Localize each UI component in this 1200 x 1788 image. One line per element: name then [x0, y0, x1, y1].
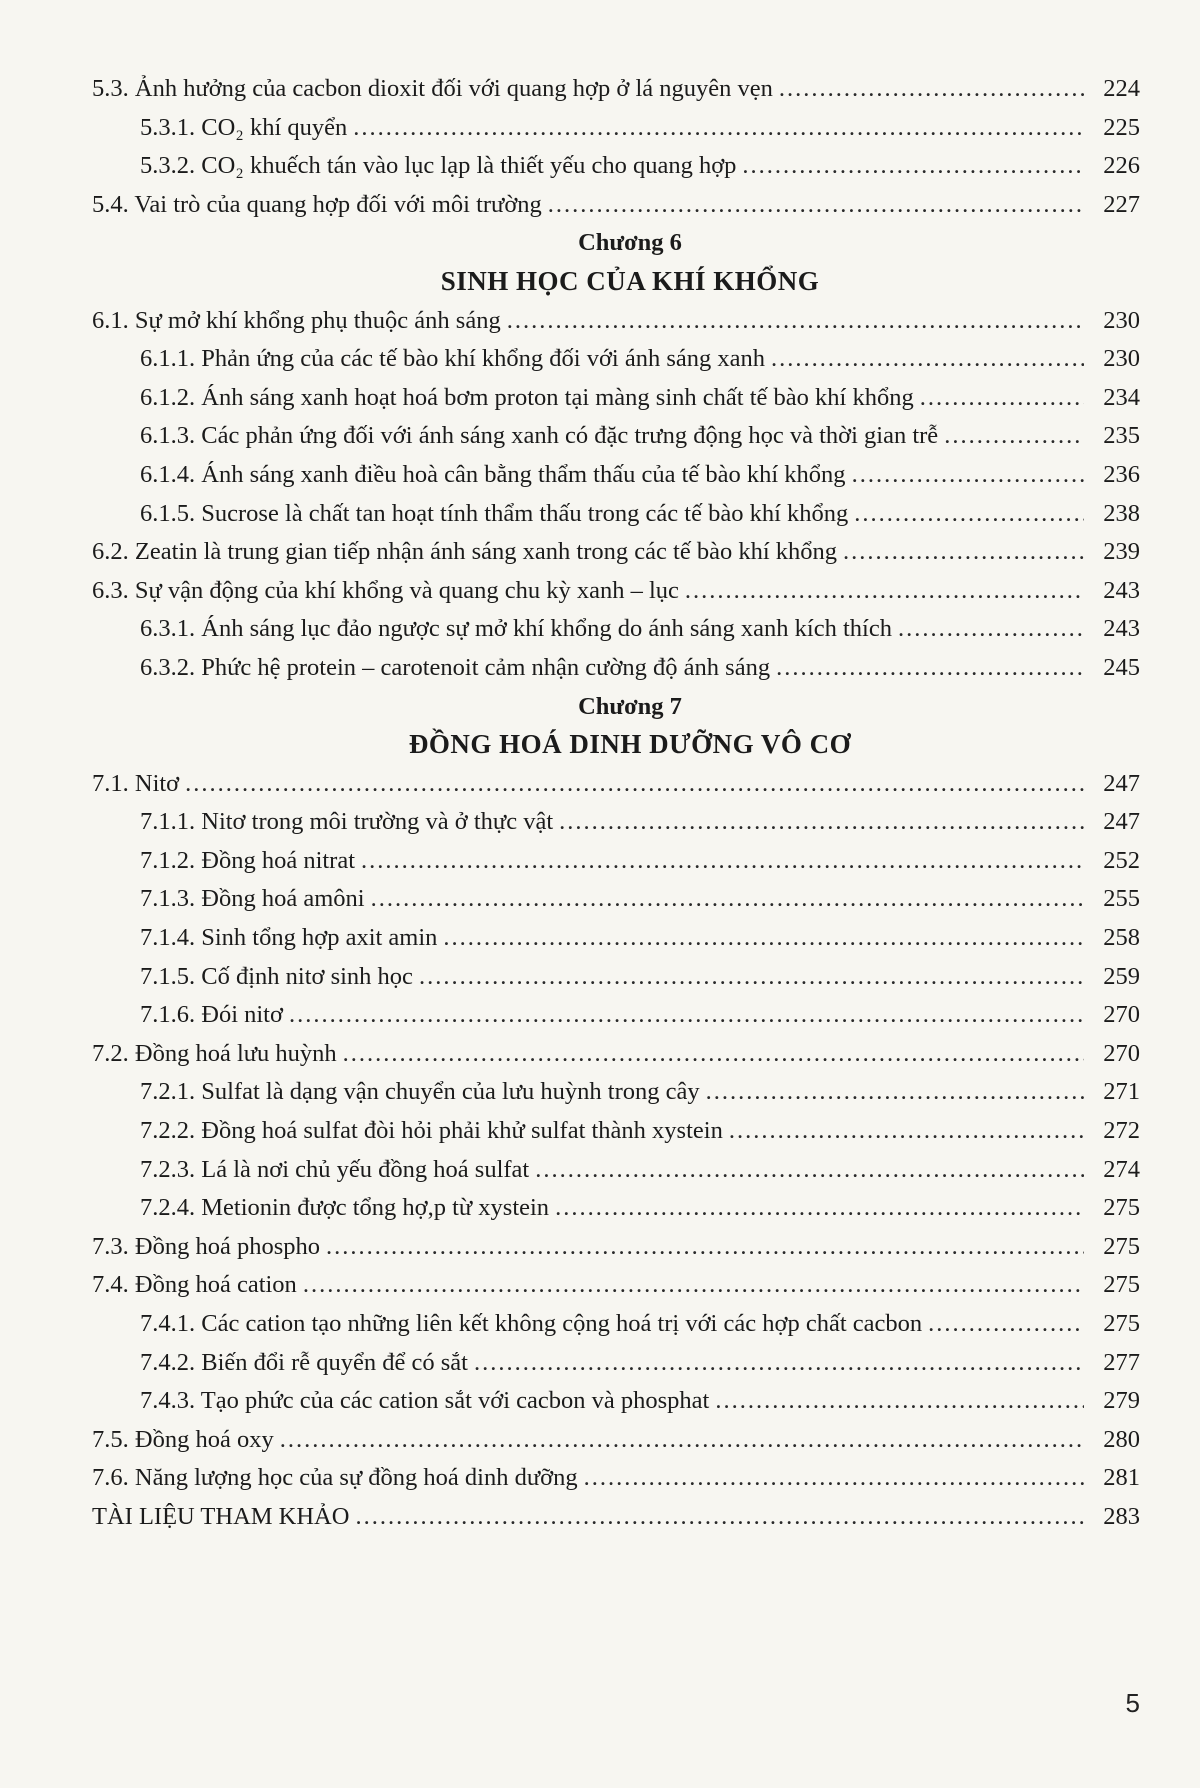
toc-entry-title: 7.1.1. Nitơ trong môi trường và ở thực vật	[140, 808, 554, 836]
toc-entry-title: 7.4.3. Tạo phức của các cation sắt với cacbon và phosphat	[140, 1387, 710, 1415]
toc-leader-dots	[852, 456, 1084, 495]
toc-leader-dots	[289, 996, 1084, 1035]
toc-entry	[0, 1266, 1200, 1305]
toc-entry-page: 280	[1103, 1425, 1140, 1453]
toc-entry-page: 236	[1103, 460, 1140, 488]
toc-entry	[0, 1151, 1200, 1190]
toc-entry-title: 7.1. Nitơ	[92, 769, 180, 797]
toc-entry	[0, 649, 1200, 688]
toc-entry	[0, 70, 1200, 109]
toc-entry	[0, 109, 1200, 148]
toc-entry-page: 245	[1103, 653, 1140, 681]
toc-leader-dots	[185, 765, 1084, 804]
toc-leader-dots	[779, 70, 1084, 109]
toc-leader-dots	[559, 803, 1084, 842]
toc-entry-page: 230	[1103, 306, 1140, 334]
toc-entry	[0, 880, 1200, 919]
toc-leader-dots	[507, 302, 1084, 341]
toc-entry	[0, 958, 1200, 997]
toc-entry	[0, 1421, 1200, 1460]
toc-entry	[0, 456, 1200, 495]
toc-entry-page: 230	[1103, 345, 1140, 373]
toc-entry-title: 7.1.4. Sinh tổng hợp axit amin	[140, 924, 438, 952]
toc-entry-title: 7.1.3. Đồng hoá amôni	[140, 885, 365, 913]
toc-entry	[0, 803, 1200, 842]
toc-entry-title: 7.2.2. Đồng hoá sulfat đòi hỏi phải khử sulfat thành xystein	[140, 1117, 723, 1145]
toc-entry-page: 272	[1103, 1117, 1140, 1145]
toc-leader-dots	[280, 1421, 1084, 1460]
toc-leader-dots	[535, 1151, 1084, 1190]
toc-entry-page: 235	[1103, 422, 1140, 450]
toc-leader-dots	[742, 147, 1084, 186]
chapter-heading: Chương 6	[578, 229, 682, 257]
toc-leader-dots	[303, 1266, 1084, 1305]
toc-leader-dots	[443, 919, 1084, 958]
table-of-contents	[0, 70, 1200, 1537]
toc-entry	[0, 1344, 1200, 1383]
toc-leader-dots	[474, 1344, 1084, 1383]
toc-entry	[0, 1228, 1200, 1267]
toc-entry	[0, 842, 1200, 881]
toc-entry-page: 252	[1103, 846, 1140, 874]
toc-entry-title: 7.6. Năng lượng học của sự đồng hoá dinh dưỡng	[92, 1464, 578, 1492]
toc-entry-title: 6.2. Zeatin là trung gian tiếp nhận ánh sáng xanh trong các tế bào khí khổng	[92, 538, 838, 566]
toc-entry-page: 270	[1103, 1039, 1140, 1067]
toc-entry-title: TÀI LIỆU THAM KHẢO	[92, 1502, 350, 1530]
toc-entry	[0, 1189, 1200, 1228]
toc-entry-page: 234	[1103, 383, 1140, 411]
toc-entry	[0, 302, 1200, 341]
toc-entry	[0, 572, 1200, 611]
toc-leader-dots	[343, 1035, 1084, 1074]
toc-entry-title: 5.3.2. CO₂ khuếch tán vào lục lạp là thiết yếu cho quang hợp	[140, 152, 737, 180]
toc-entry-title: 6.1.1. Phản ứng của các tế bào khí khổng đối với ánh sáng xanh	[140, 345, 765, 373]
toc-entry-page: 243	[1103, 576, 1140, 604]
toc-entry-page: 239	[1103, 538, 1140, 566]
toc-entry-title: 7.2.1. Sulfat là dạng vận chuyển của lưu huỳnh trong cây	[140, 1078, 700, 1106]
toc-entry-title: 7.4. Đồng hoá cation	[92, 1271, 297, 1299]
toc-entry-title: 6.1.3. Các phản ứng đối với ánh sáng xanh có đặc trưng động học và thời gian trễ	[140, 422, 939, 450]
toc-leader-dots	[843, 533, 1084, 572]
toc-entry	[0, 996, 1200, 1035]
toc-entry-page: 238	[1103, 499, 1140, 527]
toc-entry-page: 279	[1103, 1387, 1140, 1415]
toc-entry	[0, 379, 1200, 418]
toc-leader-dots	[419, 958, 1084, 997]
toc-leader-dots	[928, 1305, 1084, 1344]
toc-entry-page: 227	[1103, 190, 1140, 218]
toc-entry-page: 259	[1103, 962, 1140, 990]
toc-entry-title: 6.3.1. Ánh sáng lục đảo ngược sự mở khí khổng do ánh sáng xanh kích thích	[140, 615, 892, 643]
toc-leader-dots	[898, 610, 1084, 649]
toc-entry	[0, 533, 1200, 572]
toc-leader-dots	[776, 649, 1084, 688]
toc-entry-title: 6.3. Sự vận động của khí khổng và quang chu kỳ xanh – lục	[92, 576, 679, 604]
toc-entry	[0, 417, 1200, 456]
toc-entry	[0, 919, 1200, 958]
toc-entry	[0, 765, 1200, 804]
toc-entry-title: 6.1. Sự mở khí khổng phụ thuộc ánh sáng	[92, 306, 501, 334]
toc-entry	[0, 147, 1200, 186]
toc-leader-dots	[854, 495, 1084, 534]
toc-leader-dots	[706, 1073, 1084, 1112]
toc-leader-dots	[355, 1498, 1084, 1537]
toc-entry-page: 281	[1103, 1464, 1140, 1492]
toc-leader-dots	[920, 379, 1084, 418]
toc-leader-dots	[715, 1382, 1084, 1421]
toc-entry-title: 7.4.1. Các cation tạo những liên kết không cộng hoá trị với các hợp chất cacbon	[140, 1310, 923, 1337]
toc-leader-dots	[685, 572, 1084, 611]
toc-entry-title: 7.2.4. Metionin được tổng hợ,p từ xystein	[140, 1194, 550, 1222]
toc-entry	[0, 495, 1200, 534]
toc-entry-page: 247	[1103, 769, 1140, 797]
toc-leader-dots	[584, 1459, 1084, 1498]
toc-leader-dots	[353, 109, 1084, 148]
toc-entry-title: 7.2. Đồng hoá lưu huỳnh	[92, 1039, 337, 1067]
toc-entry-page: 226	[1103, 152, 1140, 180]
toc-entry-page: 255	[1103, 885, 1140, 913]
toc-entry-page: 277	[1103, 1348, 1140, 1376]
toc-entry-page: 275	[1103, 1232, 1140, 1260]
toc-entry-page: 275	[1103, 1310, 1140, 1337]
toc-leader-dots	[548, 186, 1084, 225]
toc-entry-page: 270	[1103, 1001, 1140, 1029]
toc-entry	[0, 610, 1200, 649]
toc-leader-dots	[771, 340, 1084, 379]
toc-entry-page: 225	[1103, 113, 1140, 141]
toc-leader-dots	[944, 417, 1084, 456]
toc-entry	[0, 1305, 1200, 1344]
toc-entry-title: 7.1.5. Cố định nitơ sinh học	[140, 962, 413, 990]
chapter-title: ĐỒNG HOÁ DINH DƯỠNG VÔ CƠ	[408, 729, 852, 760]
toc-entry-page: 275	[1103, 1271, 1140, 1299]
toc-entry-title: 6.3.2. Phức hệ protein – carotenoit cảm nhận cường độ ánh sáng	[140, 653, 771, 681]
toc-entry-title: 7.2.3. Lá là nơi chủ yếu đồng hoá sulfat	[140, 1155, 530, 1183]
toc-entry-title: 6.1.5. Sucrose là chất tan hoạt tính thẩm thấu trong các tế bào khí khổng	[140, 499, 849, 527]
chapter-heading: Chương 7	[578, 692, 682, 720]
toc-entry-page: 271	[1103, 1078, 1140, 1106]
chapter-title: SINH HỌC CỦA KHÍ KHỔNG	[440, 265, 820, 296]
page-number: 5	[1125, 1688, 1140, 1718]
toc-entry	[0, 1459, 1200, 1498]
toc-entry-page: 275	[1103, 1194, 1140, 1222]
toc-entry-title: 7.5. Đồng hoá oxy	[92, 1425, 274, 1453]
toc-leader-dots	[371, 880, 1084, 919]
toc-entry	[0, 1112, 1200, 1151]
toc-entry	[0, 186, 1200, 225]
toc-entry-page: 258	[1103, 924, 1140, 952]
toc-entry-page: 243	[1103, 615, 1140, 643]
toc-entry-title: 7.1.2. Đồng hoá nitrat	[140, 846, 356, 874]
toc-leader-dots	[555, 1189, 1084, 1228]
toc-entry-title: 7.1.6. Đói nitơ	[140, 1001, 283, 1029]
toc-entry-title: 6.1.4. Ánh sáng xanh điều hoà cân bằng thẩm thấu của tế bào khí khổng	[140, 460, 846, 488]
toc-entry-title: 5.3.1. CO₂ khí quyển	[140, 113, 348, 141]
toc-entry-title: 6.1.2. Ánh sáng xanh hoạt hoá bơm proton tại màng sinh chất tế bào khí khổng	[140, 383, 914, 411]
toc-entry-title: 7.4.2. Biến đổi rễ quyển để có sắt	[140, 1348, 468, 1376]
toc-entry-page: 224	[1103, 75, 1140, 102]
toc-leader-dots	[729, 1112, 1084, 1151]
toc-entry	[0, 1382, 1200, 1421]
toc-leader-dots	[326, 1228, 1084, 1267]
toc-leader-dots	[361, 842, 1084, 881]
toc-entry-title: 7.3. Đồng hoá phospho	[92, 1232, 320, 1260]
toc-entry	[0, 1073, 1200, 1112]
toc-entry-page: 247	[1103, 808, 1140, 836]
toc-entry	[0, 1035, 1200, 1074]
toc-entry	[0, 340, 1200, 379]
toc-entry-page: 274	[1103, 1155, 1140, 1183]
toc-entry-title: 5.3. Ảnh hưởng của cacbon dioxit đối với quang hợp ở lá nguyên vẹn	[92, 75, 773, 102]
toc-entry-page: 283	[1103, 1502, 1140, 1530]
toc-entry-title: 5.4. Vai trò của quang hợp đối với môi trường	[92, 190, 542, 218]
toc-entry	[0, 1498, 1200, 1537]
